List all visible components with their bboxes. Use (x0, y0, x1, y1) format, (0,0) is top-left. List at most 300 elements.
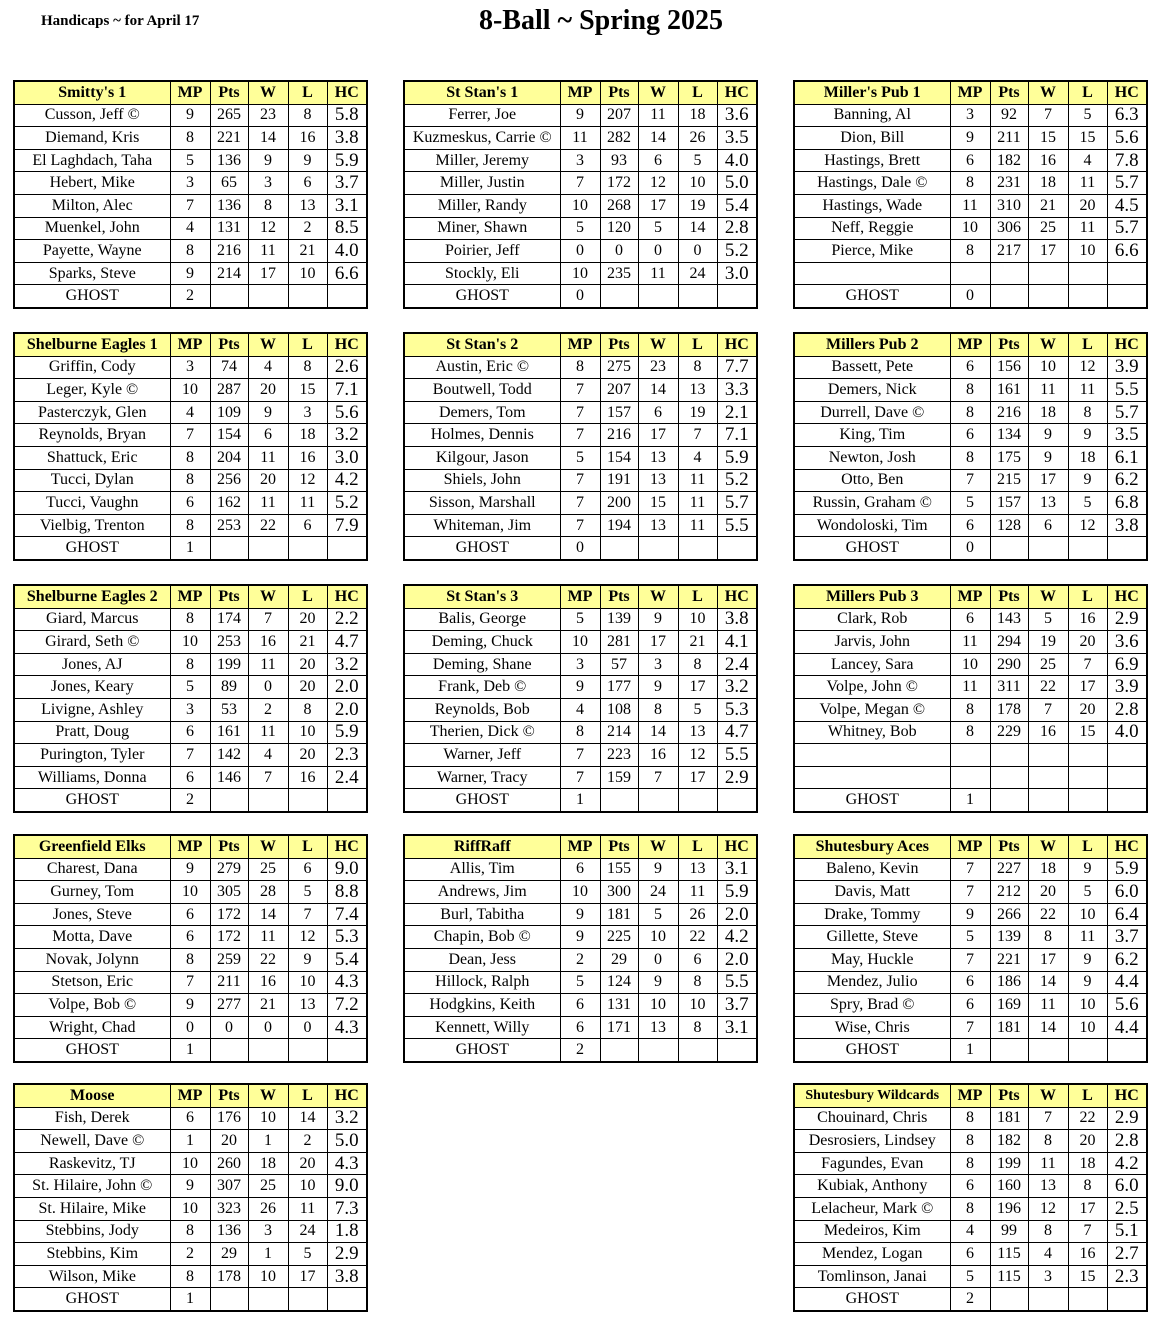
matches-played: 3 (170, 356, 210, 379)
handicap: 4.1 (717, 631, 757, 654)
points: 29 (600, 948, 638, 971)
handicap: 2.0 (717, 948, 757, 971)
handicap: 6.2 (1107, 469, 1147, 492)
column-header: Pts (210, 81, 248, 104)
handicap: 8.8 (327, 881, 367, 904)
matches-played: 8 (170, 1265, 210, 1288)
column-header: L (1068, 585, 1107, 608)
matches-played: 7 (170, 424, 210, 447)
player-name: Russin, Graham © (794, 492, 950, 515)
player-row (794, 356, 1147, 379)
wins (1028, 1288, 1068, 1311)
losses: 17 (1068, 676, 1107, 699)
losses: 21 (678, 631, 717, 654)
points: 214 (600, 721, 638, 744)
wins: 14 (1028, 1016, 1068, 1039)
matches-played: 8 (170, 608, 210, 631)
player-row (794, 1107, 1147, 1130)
points: 172 (210, 903, 248, 926)
wins: 1 (248, 1130, 288, 1153)
column-header: W (1028, 1084, 1068, 1107)
losses: 9 (1068, 971, 1107, 994)
points: 139 (990, 926, 1028, 949)
matches-played: 9 (950, 903, 990, 926)
handicap: 5.0 (327, 1130, 367, 1153)
handicap: 6.6 (1107, 240, 1147, 263)
wins: 16 (1028, 149, 1068, 172)
player-name: GHOST (14, 537, 170, 560)
losses: 13 (288, 994, 327, 1017)
losses: 8 (678, 356, 717, 379)
wins: 22 (1028, 903, 1068, 926)
player-row (404, 104, 757, 127)
losses: 10 (288, 1175, 327, 1198)
handicap: 4.4 (1107, 971, 1147, 994)
matches-played: 6 (950, 1175, 990, 1198)
matches-played (950, 744, 990, 767)
points (600, 789, 638, 812)
player-row (794, 194, 1147, 217)
player-row (14, 926, 367, 949)
column-header: W (1028, 835, 1068, 858)
points: 0 (210, 1016, 248, 1039)
wins: 11 (248, 721, 288, 744)
points: 143 (990, 608, 1028, 631)
points: 136 (210, 1220, 248, 1243)
player-name: Miller, Jeremy (404, 149, 560, 172)
points: 146 (210, 766, 248, 789)
page-title: 8-Ball ~ Spring 2025 (478, 5, 724, 36)
player-row (794, 676, 1147, 699)
player-row (794, 1243, 1147, 1266)
player-row (14, 858, 367, 881)
matches-played: 1 (170, 537, 210, 560)
player-name: GHOST (794, 537, 950, 560)
points: 29 (210, 1243, 248, 1266)
handicap: 4.5 (1107, 194, 1147, 217)
wins: 5 (638, 217, 678, 240)
wins: 11 (248, 492, 288, 515)
losses: 9 (1068, 858, 1107, 881)
losses: 10 (678, 172, 717, 195)
player-row (404, 492, 757, 515)
player-name: Poirier, Jeff (404, 240, 560, 263)
player-name: Neff, Reggie (794, 217, 950, 240)
losses: 17 (1068, 1197, 1107, 1220)
column-header: HC (717, 835, 757, 858)
player-name: Leger, Kyle © (14, 379, 170, 402)
player-row (794, 1265, 1147, 1288)
handicap: 4.3 (327, 1152, 367, 1175)
column-header: W (1028, 585, 1068, 608)
player-row (14, 653, 367, 676)
matches-played: 0 (950, 285, 990, 308)
handicap: 5.7 (1107, 172, 1147, 195)
wins: 17 (638, 631, 678, 654)
column-header: W (638, 81, 678, 104)
column-header: Pts (990, 333, 1028, 356)
matches-played: 3 (950, 104, 990, 127)
player-name: Cusson, Jeff © (14, 104, 170, 127)
handicap: 5.3 (327, 926, 367, 949)
wins: 14 (638, 721, 678, 744)
handicap: 2.4 (327, 766, 367, 789)
player-row (14, 446, 367, 469)
column-header: MP (170, 81, 210, 104)
points: 178 (210, 1265, 248, 1288)
handicap: 2.0 (327, 676, 367, 699)
handicap: 6.1 (1107, 446, 1147, 469)
player-name: Tomlinson, Janai (794, 1265, 950, 1288)
team-name: St Stan's 3 (404, 585, 560, 608)
handicap: 4.0 (717, 149, 757, 172)
wins (1028, 789, 1068, 812)
player-name: Durrell, Dave © (794, 401, 950, 424)
handicap: 2.2 (327, 608, 367, 631)
losses: 20 (1068, 698, 1107, 721)
handicap: 7.3 (327, 1197, 367, 1220)
losses: 8 (678, 1016, 717, 1039)
team-name: Shutesbury Aces (794, 835, 950, 858)
points: 211 (210, 971, 248, 994)
column-header: HC (1107, 81, 1147, 104)
losses: 8 (288, 698, 327, 721)
handicap: 3.3 (717, 379, 757, 402)
matches-played: 7 (560, 469, 600, 492)
matches-played: 5 (950, 1265, 990, 1288)
handicap (327, 1288, 367, 1311)
column-header: MP (950, 81, 990, 104)
player-row (404, 240, 757, 263)
player-name: Kubiak, Anthony (794, 1175, 950, 1198)
handicap: 2.3 (1107, 1265, 1147, 1288)
handicap: 3.0 (327, 446, 367, 469)
player-row (404, 926, 757, 949)
points: 281 (600, 631, 638, 654)
handicap (1107, 1039, 1147, 1062)
losses: 24 (678, 262, 717, 285)
matches-played: 0 (560, 240, 600, 263)
player-name: Stebbins, Kim (14, 1243, 170, 1266)
column-header: MP (560, 81, 600, 104)
losses: 7 (678, 424, 717, 447)
handicap: 2.8 (1107, 1130, 1147, 1153)
losses (1068, 285, 1107, 308)
team-name: Shelburne Eagles 1 (14, 333, 170, 356)
losses: 20 (1068, 631, 1107, 654)
points: 259 (210, 948, 248, 971)
column-header: W (248, 333, 288, 356)
handicap: 3.8 (717, 608, 757, 631)
handicap: 5.5 (717, 971, 757, 994)
player-row (404, 401, 757, 424)
wins: 13 (1028, 1175, 1068, 1198)
points (990, 1288, 1028, 1311)
matches-played: 2 (170, 789, 210, 812)
matches-played: 10 (170, 631, 210, 654)
player-row (794, 971, 1147, 994)
matches-played: 2 (170, 1243, 210, 1266)
player-row (404, 217, 757, 240)
points: 217 (990, 240, 1028, 263)
player-name: Charest, Dana (14, 858, 170, 881)
matches-played: 8 (950, 172, 990, 195)
player-row (14, 1197, 367, 1220)
losses: 9 (1068, 469, 1107, 492)
matches-played: 7 (170, 194, 210, 217)
handicap (1107, 285, 1147, 308)
player-name: Therien, Dick © (404, 721, 560, 744)
points: 181 (990, 1107, 1028, 1130)
player-name: Bassett, Pete (794, 356, 950, 379)
player-row (794, 492, 1147, 515)
losses: 3 (288, 401, 327, 424)
player-row (794, 903, 1147, 926)
points (990, 789, 1028, 812)
matches-played: 1 (170, 1130, 210, 1153)
team-table (13, 332, 368, 561)
team-table (403, 80, 758, 309)
player-name: Warner, Jeff (404, 744, 560, 767)
matches-played: 7 (950, 881, 990, 904)
matches-played: 7 (560, 401, 600, 424)
player-row (404, 631, 757, 654)
player-name: Reynolds, Bob (404, 698, 560, 721)
wins: 14 (638, 379, 678, 402)
points (600, 537, 638, 560)
handicap (1107, 1288, 1147, 1311)
points: 53 (210, 698, 248, 721)
player-row (14, 240, 367, 263)
player-row (14, 948, 367, 971)
player-row (404, 721, 757, 744)
wins (1028, 744, 1068, 767)
player-row (404, 379, 757, 402)
matches-played: 7 (560, 492, 600, 515)
handicap (717, 789, 757, 812)
wins: 16 (248, 631, 288, 654)
losses: 18 (288, 424, 327, 447)
handicap: 6.8 (1107, 492, 1147, 515)
losses: 15 (1068, 721, 1107, 744)
ghost-row (404, 789, 757, 812)
player-name: Tucci, Vaughn (14, 492, 170, 515)
wins: 5 (638, 903, 678, 926)
points: 161 (210, 721, 248, 744)
handicap: 2.8 (1107, 698, 1147, 721)
losses (678, 1039, 717, 1062)
column-header: W (248, 585, 288, 608)
player-name: Purington, Tyler (14, 744, 170, 767)
wins (248, 1288, 288, 1311)
handicap: 3.7 (327, 172, 367, 195)
handicap: 6.0 (1107, 1175, 1147, 1198)
points: 156 (990, 356, 1028, 379)
losses: 10 (1068, 903, 1107, 926)
player-row (14, 172, 367, 195)
matches-played: 6 (950, 149, 990, 172)
player-name: Jones, Steve (14, 903, 170, 926)
player-row (794, 1130, 1147, 1153)
player-name: Sisson, Marshall (404, 492, 560, 515)
matches-played: 2 (560, 1039, 600, 1062)
points: 181 (600, 903, 638, 926)
team-name: Moose (14, 1084, 170, 1107)
points: 212 (990, 881, 1028, 904)
handicap: 8.5 (327, 217, 367, 240)
matches-played: 9 (560, 903, 600, 926)
matches-played: 8 (950, 240, 990, 263)
handicap: 5.1 (1107, 1220, 1147, 1243)
wins: 17 (638, 194, 678, 217)
handicap: 2.8 (717, 217, 757, 240)
matches-played: 0 (560, 285, 600, 308)
player-name: Milton, Alec (14, 194, 170, 217)
matches-played: 2 (170, 285, 210, 308)
losses: 20 (288, 653, 327, 676)
losses (678, 537, 717, 560)
handicap (327, 789, 367, 812)
losses: 16 (288, 446, 327, 469)
player-row (404, 698, 757, 721)
losses (288, 789, 327, 812)
wins: 22 (248, 948, 288, 971)
points: 172 (210, 926, 248, 949)
wins: 20 (248, 379, 288, 402)
player-name: Shattuck, Eric (14, 446, 170, 469)
wins: 7 (1028, 1107, 1068, 1130)
player-name: Volpe, Megan © (794, 698, 950, 721)
player-name: Otto, Ben (794, 469, 950, 492)
wins: 13 (638, 469, 678, 492)
team-name: Millers Pub 2 (794, 333, 950, 356)
points: 109 (210, 401, 248, 424)
points: 142 (210, 744, 248, 767)
matches-played: 6 (170, 926, 210, 949)
matches-played: 7 (560, 744, 600, 767)
player-row (14, 262, 367, 285)
team-name: Shelburne Eagles 2 (14, 585, 170, 608)
player-row (794, 172, 1147, 195)
losses: 26 (678, 127, 717, 150)
wins: 24 (638, 881, 678, 904)
points: 131 (600, 994, 638, 1017)
column-header: HC (327, 585, 367, 608)
player-name: Drake, Tommy (794, 903, 950, 926)
matches-played: 10 (560, 262, 600, 285)
player-name: Jones, AJ (14, 653, 170, 676)
player-row (404, 172, 757, 195)
column-header: MP (560, 585, 600, 608)
points: 65 (210, 172, 248, 195)
ghost-row (794, 789, 1147, 812)
column-header: MP (170, 333, 210, 356)
wins: 4 (248, 744, 288, 767)
player-name: Williams, Donna (14, 766, 170, 789)
points: 211 (990, 127, 1028, 150)
wins: 17 (248, 262, 288, 285)
team-table (793, 1083, 1148, 1312)
matches-played: 7 (170, 971, 210, 994)
wins: 9 (638, 858, 678, 881)
wins: 18 (1028, 858, 1068, 881)
matches-played: 11 (950, 194, 990, 217)
player-row (14, 1016, 367, 1039)
wins (1028, 537, 1068, 560)
points: 310 (990, 194, 1028, 217)
losses: 11 (678, 469, 717, 492)
points: 268 (600, 194, 638, 217)
points: 159 (600, 766, 638, 789)
points: 182 (990, 149, 1028, 172)
team-table (793, 834, 1148, 1063)
losses: 22 (1068, 1107, 1107, 1130)
player-row (14, 721, 367, 744)
matches-played: 8 (170, 240, 210, 263)
player-row (794, 262, 1147, 285)
losses: 18 (678, 104, 717, 127)
column-header: HC (717, 333, 757, 356)
losses (678, 285, 717, 308)
handicap: 3.1 (717, 858, 757, 881)
matches-played: 8 (950, 1130, 990, 1153)
matches-played: 8 (950, 698, 990, 721)
ghost-row (14, 1039, 367, 1062)
player-name: Chapin, Bob © (404, 926, 560, 949)
player-row (404, 903, 757, 926)
player-row (404, 858, 757, 881)
matches-played: 8 (950, 1197, 990, 1220)
wins: 7 (248, 608, 288, 631)
matches-played: 8 (170, 469, 210, 492)
losses (678, 789, 717, 812)
player-row (794, 1016, 1147, 1039)
player-name: GHOST (794, 789, 950, 812)
player-row (404, 994, 757, 1017)
player-row (794, 1152, 1147, 1175)
losses (1068, 262, 1107, 285)
player-name: Girard, Seth © (14, 631, 170, 654)
wins: 9 (638, 608, 678, 631)
wins: 14 (638, 127, 678, 150)
player-name: Reynolds, Bryan (14, 424, 170, 447)
column-header: L (678, 585, 717, 608)
handicap: 3.0 (717, 262, 757, 285)
column-header: L (678, 835, 717, 858)
player-name: Tucci, Dylan (14, 469, 170, 492)
player-name: Novak, Jolynn (14, 948, 170, 971)
matches-played: 8 (950, 1152, 990, 1175)
player-row (14, 1107, 367, 1130)
matches-played: 10 (560, 631, 600, 654)
points: 74 (210, 356, 248, 379)
matches-played: 11 (950, 676, 990, 699)
matches-played: 3 (170, 172, 210, 195)
points: 171 (600, 1016, 638, 1039)
column-header: Pts (600, 835, 638, 858)
wins: 6 (1028, 514, 1068, 537)
points: 154 (600, 446, 638, 469)
losses: 10 (1068, 240, 1107, 263)
losses: 16 (288, 127, 327, 150)
points: 279 (210, 858, 248, 881)
player-row (404, 356, 757, 379)
matches-played: 9 (560, 926, 600, 949)
wins (638, 537, 678, 560)
player-row (14, 514, 367, 537)
wins: 2 (248, 698, 288, 721)
points (990, 537, 1028, 560)
